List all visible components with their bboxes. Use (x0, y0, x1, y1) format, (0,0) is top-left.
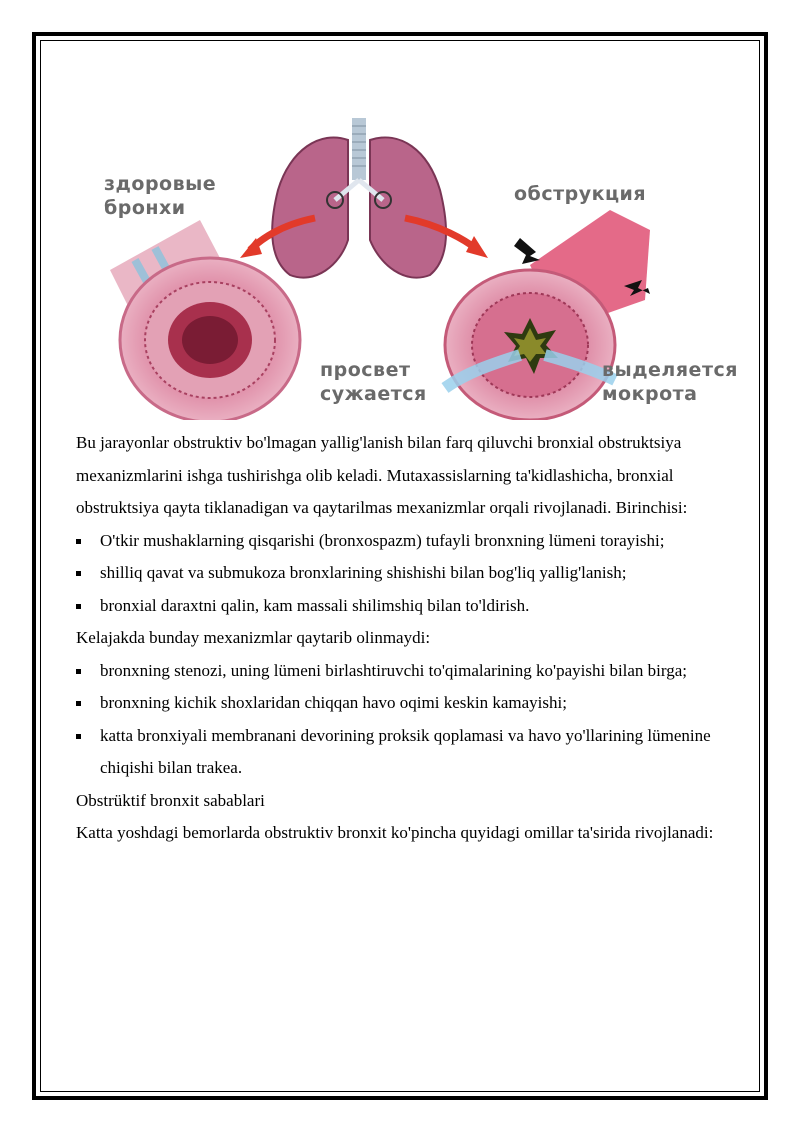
irreversible-mechanisms-list (76, 655, 736, 785)
label-healthy-bronchi: здоровые бронхи (104, 173, 217, 219)
list-item: O'tkir mushaklarning qisqarishi (bronxospazm) tufayli bronxning lümeni torayishi; (76, 525, 736, 558)
bronchial-obstruction-illustration (90, 100, 750, 420)
causes-intro-paragraph: Katta yoshdagi bemorlarda obstruktiv bronxit ko'pincha quyidagi omillar ta'sirida rivojlanadi: (76, 823, 714, 842)
section-heading: Obstrüktif bronxit sabablari (76, 790, 265, 810)
intro-paragraph: Bu jarayonlar obstruktiv bo'lmagan yallig'lanish bilan farq qiluvchi bronxial obstruktsiya mexanizmlarini ishga tushirishga olib keladi. Mutaxassislarning ta'kidlashicha, bronxial obstruktsiya qayta tiklanadigan va qaytarilmas mexanizmlar orqali rivojlanadi. Birinchisi: (76, 433, 688, 517)
reversible-mechanisms-list (76, 525, 736, 623)
healthy-bronchus-icon (110, 220, 300, 420)
label-mucus-secreted: выделяется мокрота (602, 359, 738, 405)
label-obstruction: обструкция (514, 183, 647, 205)
lungs-icon (272, 118, 446, 278)
list-item: katta bronxiyali membranani devorining proksik qoplamasi va havo yo'llarining lümenine chiqishi bilan trakea. (76, 720, 736, 785)
irreversible-intro: Kelajakda bunday mexanizmlar qaytarib olinmaydi: (76, 628, 431, 647)
list-item: bronxial daraxtni qalin, kam massali shilimshiq bilan to'ldirish. (76, 590, 736, 623)
label-lumen-narrows: просвет сужается (320, 359, 427, 405)
list-item: bronxning kichik shoxlaridan chiqqan havo oqimi keskin kamayishi; (76, 687, 736, 720)
list-item: shilliq qavat va submukoza bronxlarining shishishi bilan bog'liq yallig'lanish; (76, 557, 736, 590)
list-item: bronxning stenozi, uning lümeni birlashtiruvchi to'qimalarining ko'payishi bilan birga; (76, 655, 736, 688)
article-body (76, 427, 736, 850)
